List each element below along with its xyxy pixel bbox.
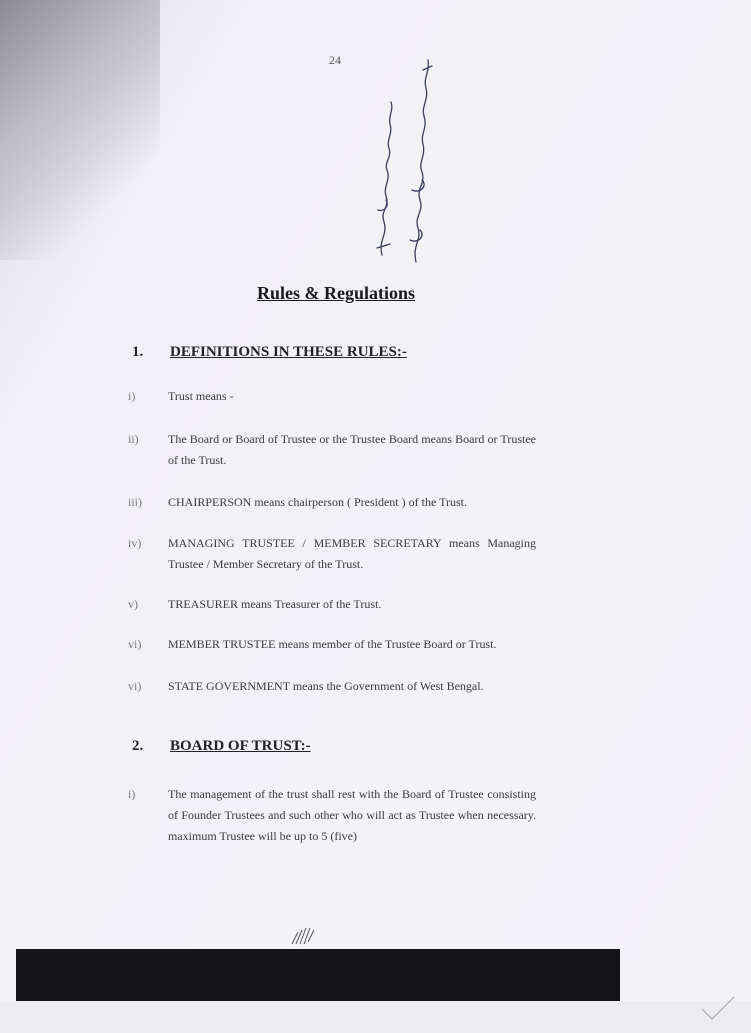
section-heading: BOARD OF TRUST:- <box>170 738 311 754</box>
item-number: ii) <box>128 432 139 446</box>
item-text: MEMBER TRUSTEE means member of the Trustee Board or Trust. <box>168 637 497 651</box>
item-text: Trust means - <box>168 389 234 403</box>
item-text: CHAIRPERSON means chairperson ( President ) of the Trust. <box>168 495 467 509</box>
handwritten-signature <box>360 40 440 270</box>
document-title: Rules & Regulations <box>256 283 415 303</box>
item-number: iii) <box>128 495 142 509</box>
item-number: iv) <box>128 536 142 550</box>
item-number: vi) <box>128 679 142 693</box>
item-number: vi) <box>128 637 142 651</box>
section-number: 2. <box>132 738 144 754</box>
page-number: 24 <box>329 53 341 67</box>
scan-black-bar <box>16 949 620 1001</box>
item-number: i) <box>128 389 136 403</box>
section-heading: DEFINITIONS IN THESE RULES:- <box>170 344 407 360</box>
ink-smudge <box>290 922 320 946</box>
item-text: The Board or Board of Trustee or the Trustee Board means Board or Trustee of the Trust. <box>168 432 536 467</box>
item-text: The management of the trust shall rest with the Board of Trustee consisting of Founder Trustees and such other who will act as Trustee when necessary. maximum Trustee will be up to 5 (five) <box>168 787 536 843</box>
tick-mark-icon <box>698 993 738 1023</box>
scan-bottom-margin <box>0 1001 751 1033</box>
section-number: 1. <box>132 344 144 360</box>
item-text: STATE GOVERNMENT means the Government of West Bengal. <box>168 679 484 693</box>
item-text: TREASURER means Treasurer of the Trust. <box>168 597 382 611</box>
item-number: v) <box>128 597 138 611</box>
item-text: MANAGING TRUSTEE / MEMBER SECRETARY means Managing Trustee / Member Secretary of the Trust. <box>168 536 536 571</box>
item-number: i) <box>128 787 136 801</box>
